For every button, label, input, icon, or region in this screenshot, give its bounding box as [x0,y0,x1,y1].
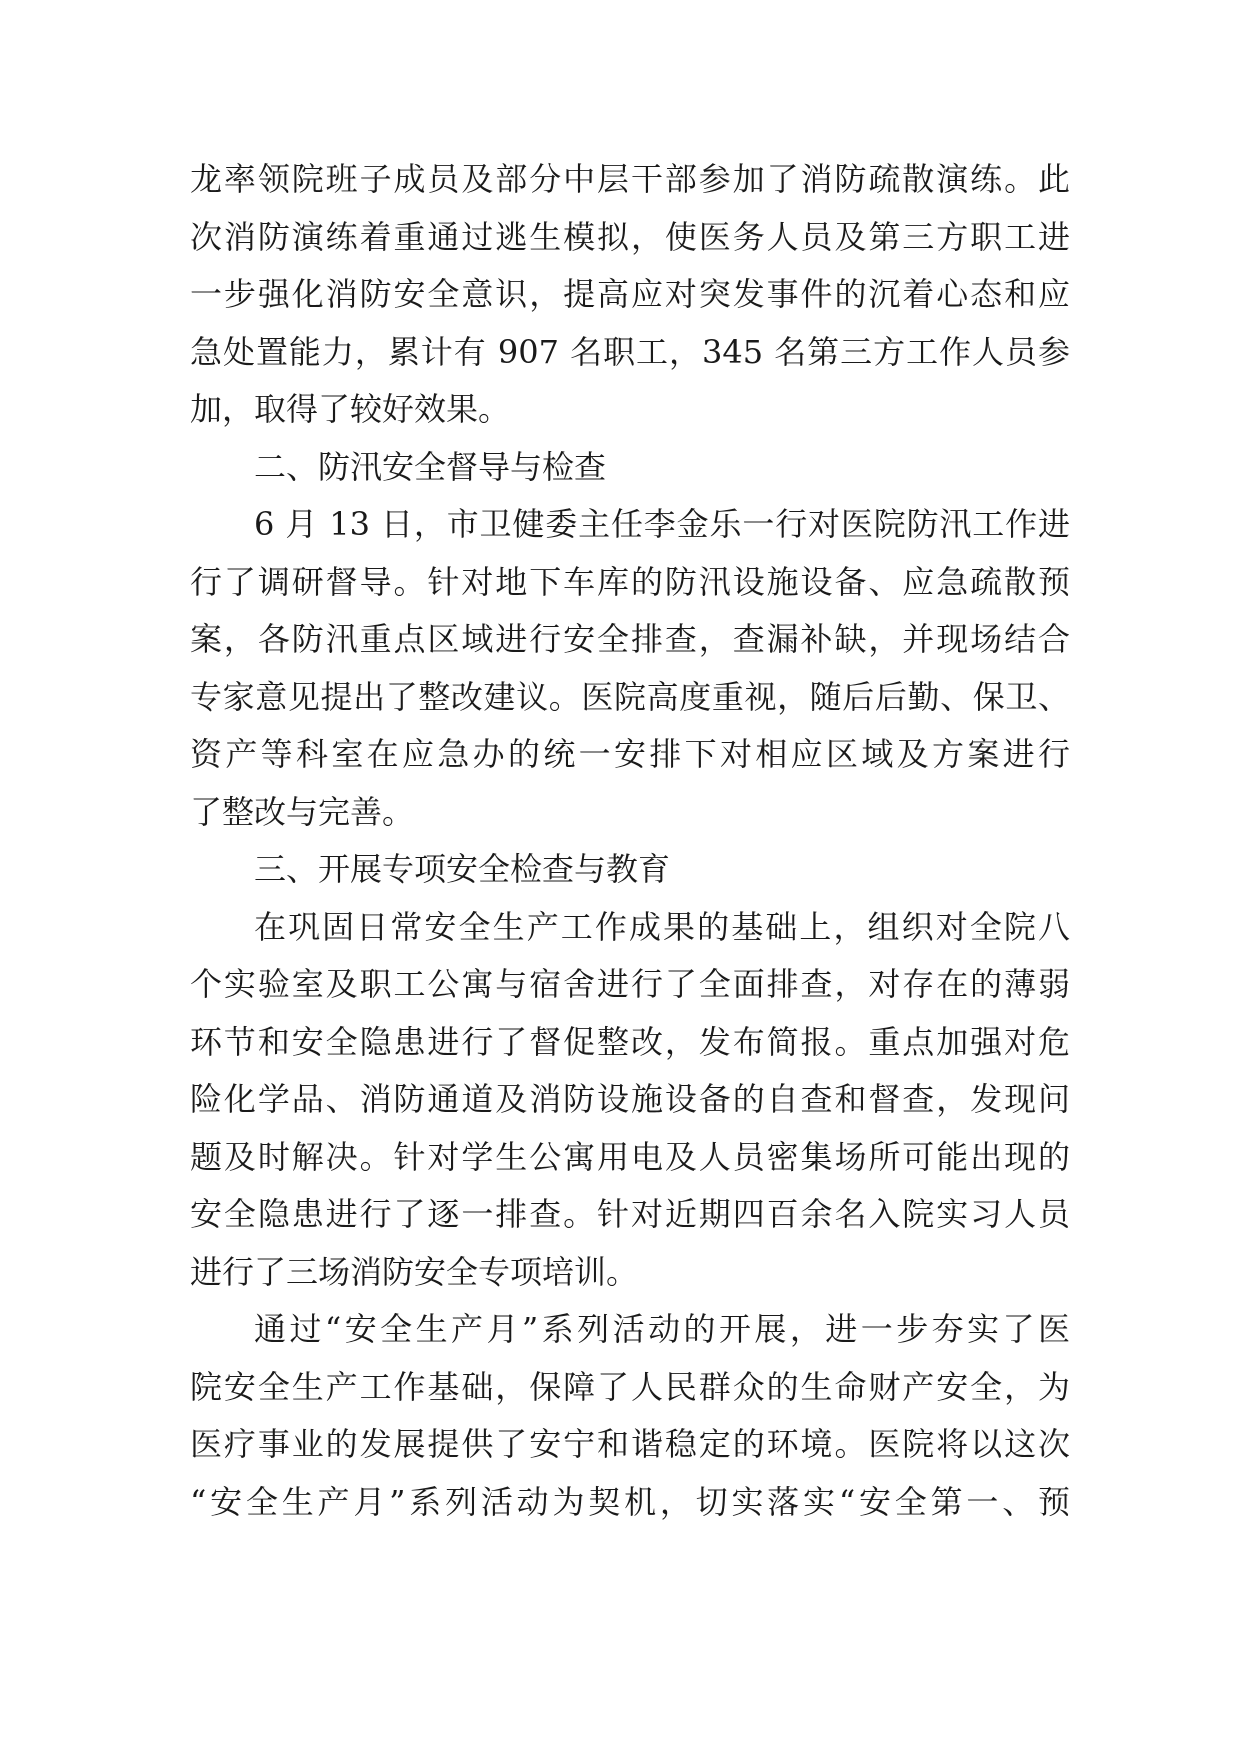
section-heading-flood-control [190,448,1070,506]
text-line: 了整改与完善。 [190,792,415,831]
text-line: 龙率领院班子成员及部分中层干部参加了消防疏散演练。此 [190,160,1070,198]
text-line: 通过“安全生产月”系列活动的开展，进一步夯实了医 [254,1310,1070,1348]
text-line: 6 月 13 日，市卫健委主任李金乐一行对医院防汛工作进 [254,505,1070,543]
text-line: 急处置能力，累计有 907 名职工，345 名第三方工作人员参 [190,332,1070,371]
paragraph-special-inspection [190,908,1070,1311]
text-line: 环节和安全隐患进行了督促整改，发布简报。重点加强对危 [190,1022,1070,1061]
text-line: 次消防演练着重通过逃生模拟，使医务人员及第三方职工进 [190,217,1070,256]
section-heading: 三、开展专项安全检查与教育 [254,850,671,888]
text-line: 行了调研督导。针对地下车库的防汛设施设备、应急疏散预 [190,562,1070,601]
text-line: 在巩固日常安全生产工作成果的基础上，组织对全院八 [254,907,1070,946]
section-heading: 二、防汛安全督导与检查 [254,447,607,486]
text-line: 安全隐患进行了逐一排查。针对近期四百余名入院实习人员 [190,1195,1070,1233]
document-body [190,160,1070,1540]
text-line: 医疗事业的发展提供了安宁和谐稳定的环境。医院将以这次 [190,1425,1070,1463]
paragraph-flood-inspection [190,505,1070,850]
text-line: 院安全生产工作基础，保障了人民群众的生命财产安全，为 [190,1367,1070,1406]
text-line: 案，各防汛重点区域进行安全排查，查漏补缺，并现场结合 [190,620,1070,658]
text-line: 专家意见提出了整改建议。医院高度重视，随后后勤、保卫、 [190,677,1070,716]
text-line: 题及时解决。针对学生公寓用电及人员密集场所可能出现的 [190,1137,1070,1176]
text-line: “安全生产月”系列活动为契机，切实落实“安全第一、预 [190,1482,1070,1521]
text-line: 资产等科室在应急办的统一安排下对相应区域及方案进行 [190,735,1070,773]
text-line: 加，取得了较好效果。 [190,390,511,428]
section-heading-special-inspection [190,850,1070,908]
text-line: 一步强化消防安全意识，提高应对突发事件的沉着心态和应 [190,275,1070,313]
paragraph-drill-summary [190,160,1070,448]
text-line: 进行了三场消防安全专项培训。 [190,1252,639,1291]
paragraph-conclusion [190,1310,1070,1540]
text-line: 个实验室及职工公寓与宿舍进行了全面排查，对存在的薄弱 [190,965,1070,1003]
text-line: 险化学品、消防通道及消防设施设备的自查和督查，发现问 [190,1080,1070,1118]
